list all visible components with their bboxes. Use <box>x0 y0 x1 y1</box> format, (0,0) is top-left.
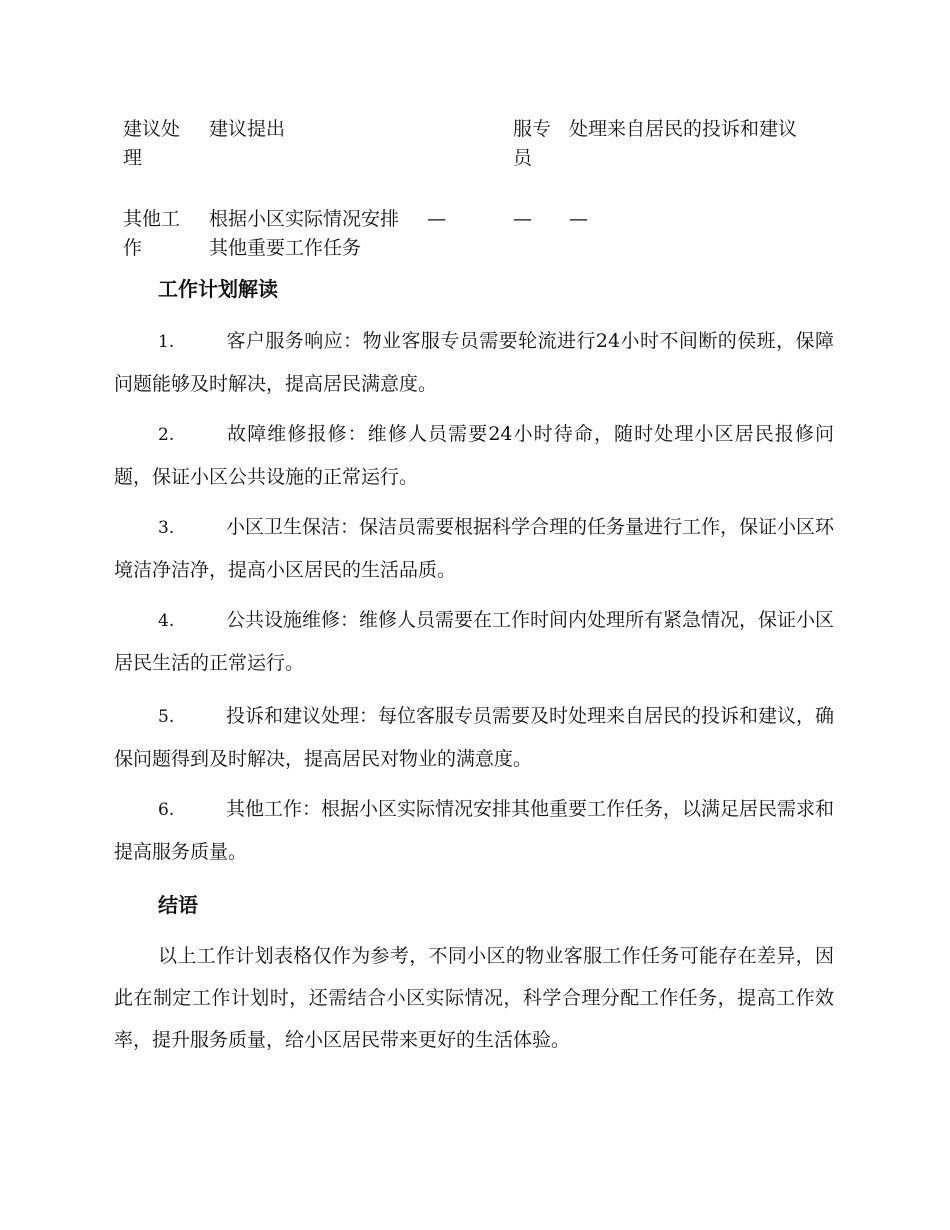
list-item <box>114 320 834 405</box>
table-row <box>116 203 836 263</box>
list-item <box>114 506 834 591</box>
table-cell-staff: — <box>513 208 532 230</box>
list-item-number: 2. <box>158 425 175 445</box>
table-cell-note: — <box>569 208 588 230</box>
list-item-number: 3. <box>158 518 175 538</box>
list-item-number: 4. <box>158 611 175 631</box>
list-item-number: 6. <box>158 800 175 820</box>
table-cell-time: — <box>427 208 446 230</box>
list-item-number: 1. <box>158 332 175 352</box>
list-item <box>114 413 834 498</box>
list-item-text: 小区卫生保洁：保洁员需要根据科学合理的任务量进行工作，保证小区环境洁净洁净，提高小区居民的生活品质。 <box>114 516 835 581</box>
list-item-text: 其他工作：根据小区实际情况安排其他重要工作任务，以满足居民需求和提高服务质量。 <box>114 798 835 863</box>
list-item-number: 5. <box>158 707 175 727</box>
list-item <box>114 599 834 684</box>
table-cell-time <box>420 113 506 203</box>
list-item <box>114 695 834 780</box>
table-cell-note: 处理来自居民的投诉和建议 <box>569 118 798 140</box>
table-cell-task: 建议处理 <box>123 118 181 169</box>
table-cell-content: 根据小区实际情况安排其他重要工作任务 <box>209 208 400 259</box>
list-item-text: 投诉和建议处理：每位客服专员需要及时处理来自居民的投诉和建议，确保问题得到及时解决，提高居民对物业的满意度。 <box>114 705 835 770</box>
work-plan-table <box>116 113 836 263</box>
conclusion-paragraph: 以上工作计划表格仅作为参考，不同小区的物业客服工作任务可能存在差异，因此在制定工作计划时，还需结合小区实际情况，科学合理分配工作任务，提高工作效率，提升服务质量，给小区居民带来更好的生活体验。 <box>114 945 834 1051</box>
conclusion-heading: 结语 <box>158 893 198 917</box>
list-item-text: 故障维修报修：维修人员需要24小时待命，随时处理小区居民报修问题，保证小区公共设施的正常运行。 <box>114 423 834 488</box>
table-cell-content: 建议提出 <box>209 118 286 140</box>
table-row <box>116 113 836 203</box>
list-item <box>114 788 834 873</box>
plan-heading: 工作计划解读 <box>158 277 278 301</box>
table-cell-task: 其他工作 <box>123 208 181 259</box>
list-item-text: 公共设施维修：维修人员需要在工作时间内处理所有紧急情况，保证小区居民生活的正常运行。 <box>114 609 835 674</box>
table-cell-staff: 服专员 <box>513 118 552 169</box>
list-item-text: 客户服务响应：物业客服专员需要轮流进行24小时不间断的侯班，保障问题能够及时解决，提高居民满意度。 <box>114 330 834 395</box>
